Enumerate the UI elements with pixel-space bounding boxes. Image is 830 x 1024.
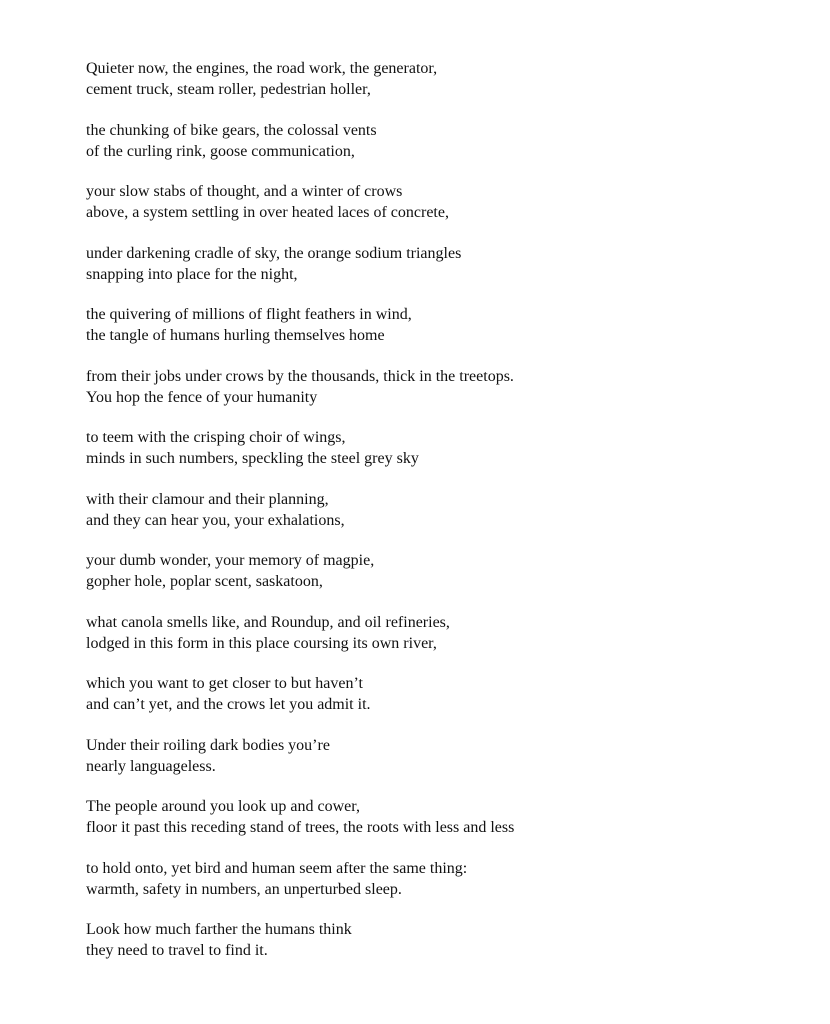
stanza-7	[86, 427, 806, 469]
poem-line: which you want to get closer to but haven’t	[86, 675, 363, 692]
poem-line: your dumb wonder, your memory of magpie,	[86, 552, 375, 569]
poem-line: and can’t yet, and the crows let you admit it.	[86, 696, 371, 713]
stanza-5	[86, 304, 806, 346]
poem-line: cement truck, steam roller, pedestrian holler,	[86, 81, 371, 98]
poem-line: the tangle of humans hurling themselves home	[86, 327, 385, 344]
stanza-12	[86, 735, 806, 777]
stanza-14	[86, 858, 806, 900]
poem-page	[86, 58, 806, 981]
poem-line: The people around you look up and cower,	[86, 798, 360, 815]
stanza-9	[86, 550, 806, 592]
poem-line: from their jobs under crows by the thousands, thick in the treetops.	[86, 367, 514, 385]
poem-line: Under their roiling dark bodies you’re	[86, 736, 330, 754]
poem-line: they need to travel to find it.	[86, 942, 268, 959]
stanza-2	[86, 120, 806, 162]
poem-line: You hop the fence of your humanity	[86, 388, 318, 406]
poem-line: your slow stabs of thought, and a winter of crows	[86, 183, 403, 200]
poem-line: Look how much farther the humans think	[86, 921, 352, 938]
stanza-10	[86, 612, 806, 654]
stanza-11	[86, 673, 806, 715]
stanza-3	[86, 181, 806, 223]
poem-line: minds in such numbers, speckling the steel grey sky	[86, 450, 419, 467]
poem-line: and they can hear you, your exhalations,	[86, 511, 345, 529]
stanza-1	[86, 58, 806, 100]
poem-line: the chunking of bike gears, the colossal vents	[86, 121, 377, 139]
poem-line: what canola smells like, and Roundup, and oil refineries,	[86, 613, 450, 631]
poem-line: floor it past this receding stand of trees, the roots with less and less	[86, 819, 515, 836]
poem-line: the quivering of millions of flight feathers in wind,	[86, 306, 412, 323]
poem-line: warmth, safety in numbers, an unperturbed sleep.	[86, 880, 402, 898]
stanza-13	[86, 796, 806, 838]
stanza-6	[86, 366, 806, 408]
poem-line: nearly languageless.	[86, 757, 216, 775]
stanza-4	[86, 243, 806, 285]
stanza-8	[86, 489, 806, 531]
poem-line: with their clamour and their planning,	[86, 490, 329, 508]
stanza-15	[86, 919, 806, 961]
poem-line: gopher hole, poplar scent, saskatoon,	[86, 573, 323, 590]
poem-line: to teem with the crisping choir of wings,	[86, 429, 346, 446]
poem-line: snapping into place for the night,	[86, 265, 298, 283]
poem-line: Quieter now, the engines, the road work, the generator,	[86, 60, 438, 77]
poem-line: under darkening cradle of sky, the orange sodium triangles	[86, 244, 462, 262]
poem-line: above, a system settling in over heated laces of concrete,	[86, 204, 449, 221]
poem-line: to hold onto, yet bird and human seem after the same thing:	[86, 859, 468, 877]
poem-line: lodged in this form in this place coursing its own river,	[86, 634, 437, 652]
poem-line: of the curling rink, goose communication,	[86, 142, 355, 160]
